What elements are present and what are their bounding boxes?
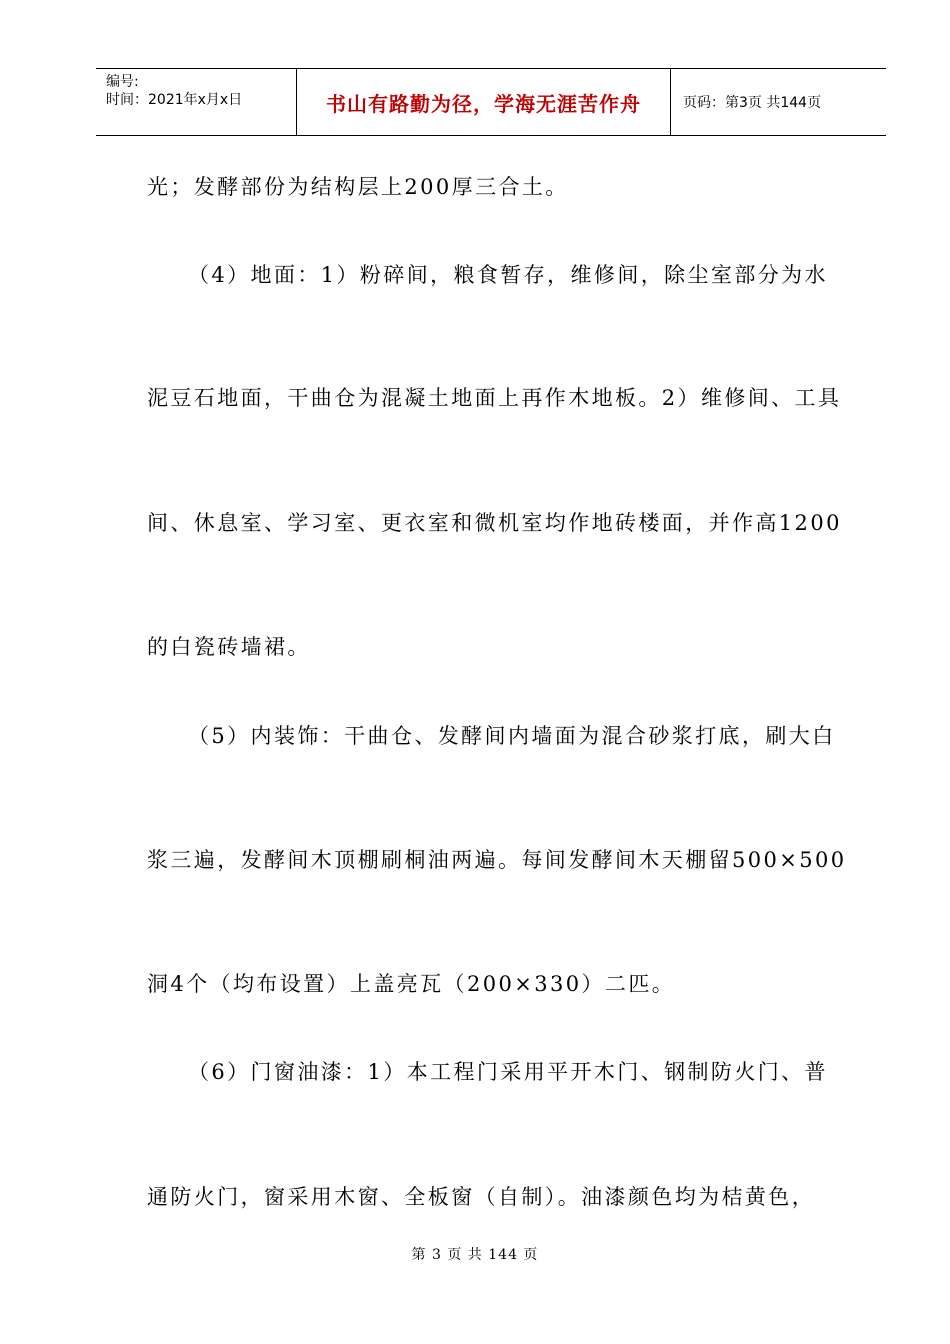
- body-line: 洞4个（均布设置）上盖亮瓦（200×330）二匹。: [147, 972, 676, 996]
- header-motto: 书山有路勤为径，学海无涯苦作舟: [326, 91, 641, 116]
- body-line: 泥豆石地面，干曲仓为混凝土地面上再作木地板。2）维修间、工具: [147, 386, 842, 410]
- body-line: （4）地面：1）粉碎间，粮食暂存，维修间，除尘室部分为水: [188, 263, 828, 287]
- body-line: 的白瓷砖墙裙。: [147, 635, 311, 659]
- body-line: 光；发酵部份为结构层上200厚三合土。: [147, 175, 569, 199]
- body-line: （6）门窗油漆：1）本工程门采用平开木门、钢制防火门、普: [188, 1060, 828, 1084]
- header-page-cell: [671, 69, 886, 135]
- page-header: [96, 68, 886, 136]
- date-label: 时间：2021年x月x日: [106, 92, 243, 108]
- page-footer: 第 3 页 共 144 页: [411, 1247, 539, 1263]
- header-motto-cell: [297, 69, 671, 135]
- body-line: 浆三遍，发酵间木顶棚刷桐油两遍。每间发酵间木天棚留500×500: [147, 848, 847, 872]
- body-line: 通防火门，窗采用木窗、全板窗（自制）。油漆颜色均为桔黄色，: [147, 1185, 816, 1209]
- serial-number-label: 编号:: [106, 74, 139, 90]
- header-meta-cell: [96, 69, 297, 135]
- body-line: 间、休息室、学习室、更衣室和微机室均作地砖楼面，并作高1200: [147, 511, 842, 535]
- body-line: （5）内装饰：干曲仓、发酵间内墙面为混合砂浆打底，刷大白: [188, 724, 836, 748]
- header-page-info: 页码：第3页 共144页: [683, 95, 822, 111]
